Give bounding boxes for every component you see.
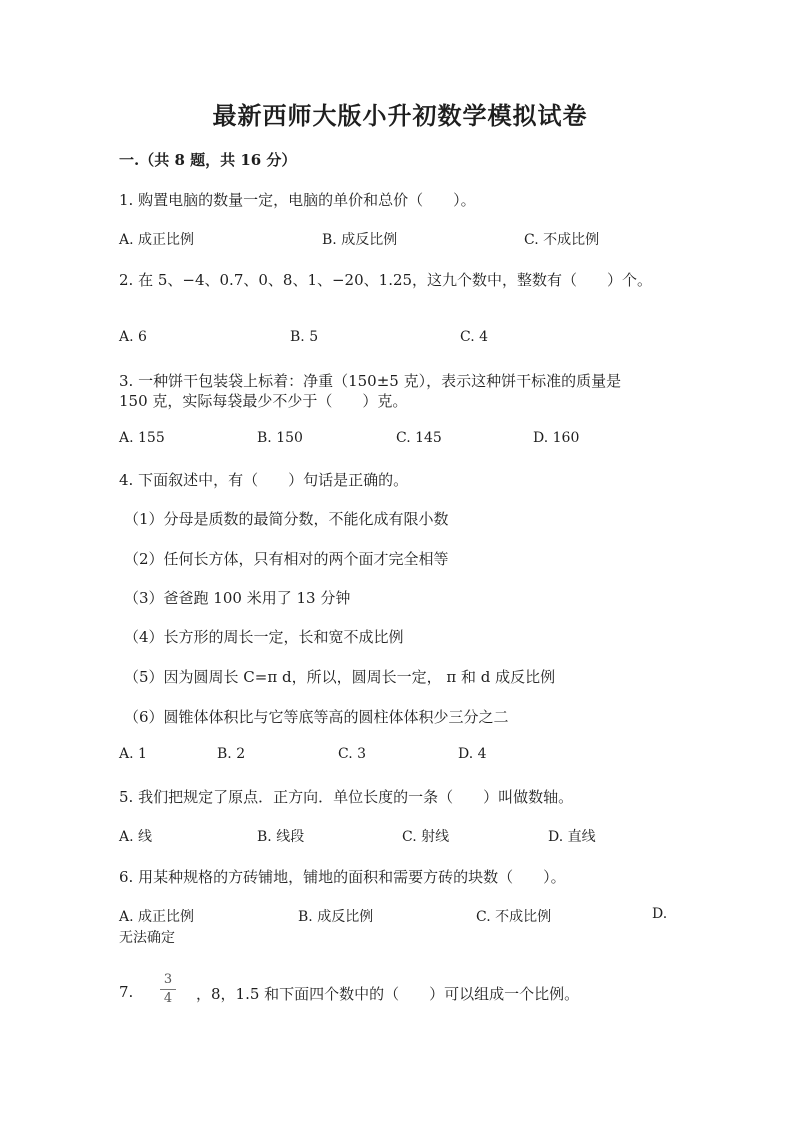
q3-option-c: C. 145 (396, 430, 442, 446)
q6-option-d: D. (652, 906, 668, 922)
question-6: 6. 用某种规格的方砖铺地，铺地的面积和需要方砖的块数（ ）。 (119, 868, 566, 886)
q2-option-b: B. 5 (290, 329, 319, 345)
question-7-number: 7. (119, 983, 134, 1001)
q1-option-a: A. 成正比例 (119, 232, 195, 248)
q6-option-d-text: 无法确定 (119, 930, 175, 946)
section-heading: 一.（共 8 题，共 16 分） (119, 151, 297, 169)
fraction-bar (160, 989, 176, 990)
q6-option-c: C. 不成比例 (476, 909, 552, 925)
q4-option-d: D. 4 (458, 746, 487, 762)
q5-option-a: A. 线 (119, 829, 153, 845)
q3-option-b: B. 150 (257, 430, 303, 446)
q3-option-a: A. 155 (119, 430, 165, 446)
question-7-text: ，8，1.5 和下面四个数中的（ ）可以组成一个比例。 (196, 985, 580, 1003)
q4-statement-5: （5）因为圆周长 C=π d，所以，圆周长一定， π 和 d 成反比例 (124, 668, 556, 686)
q5-option-c: C. 射线 (402, 829, 450, 845)
q4-statement-3: （3）爸爸跑 100 米用了 13 分钟 (124, 589, 351, 607)
page-title: 最新西师大版小升初数学模拟试卷 (212, 101, 588, 130)
question-5: 5. 我们把规定了原点．正方向．单位长度的一条（ ）叫做数轴。 (119, 788, 574, 806)
question-3-line-2: 150 克，实际每袋最少不少于（ ）克。 (119, 392, 408, 410)
q4-statement-1: （1）分母是质数的最简分数，不能化成有限小数 (124, 510, 449, 528)
q3-option-d: D. 160 (533, 430, 580, 446)
q4-statement-4: （4）长方形的周长一定，长和宽不成比例 (124, 628, 404, 646)
q5-option-d: D. 直线 (548, 829, 596, 845)
q4-option-a: A. 1 (119, 746, 147, 762)
q4-statement-2: （2）任何长方体，只有相对的两个面才完全相等 (124, 550, 449, 568)
fraction-three-quarters (160, 973, 176, 1006)
q5-option-b: B. 线段 (257, 829, 305, 845)
q2-option-a: A. 6 (119, 329, 147, 345)
q6-option-a: A. 成正比例 (119, 909, 195, 925)
question-2: 2. 在 5、−4、0.7、0、8、1、−20、1.25，这九个数中，整数有（ ）个。 (119, 271, 653, 289)
question-3-line-1: 3. 一种饼干包装袋上标着：净重（150±5 克），表示这种饼干标准的质量是 (119, 372, 622, 390)
question-1: 1. 购置电脑的数量一定，电脑的单价和总价（ ）。 (119, 191, 476, 209)
question-4: 4. 下面叙述中，有（ ）句话是正确的。 (119, 471, 409, 489)
fraction-denominator: 4 (163, 991, 173, 1006)
fraction-numerator: 3 (163, 972, 173, 987)
q2-option-c: C. 4 (460, 329, 489, 345)
q1-option-c: C. 不成比例 (524, 232, 600, 248)
q4-statement-6: （6）圆锥体体积比与它等底等高的圆柱体体积少三分之二 (124, 708, 509, 726)
q4-option-c: C. 3 (338, 746, 367, 762)
q1-option-b: B. 成反比例 (322, 232, 398, 248)
q6-option-b: B. 成反比例 (298, 909, 374, 925)
q4-option-b: B. 2 (217, 746, 246, 762)
